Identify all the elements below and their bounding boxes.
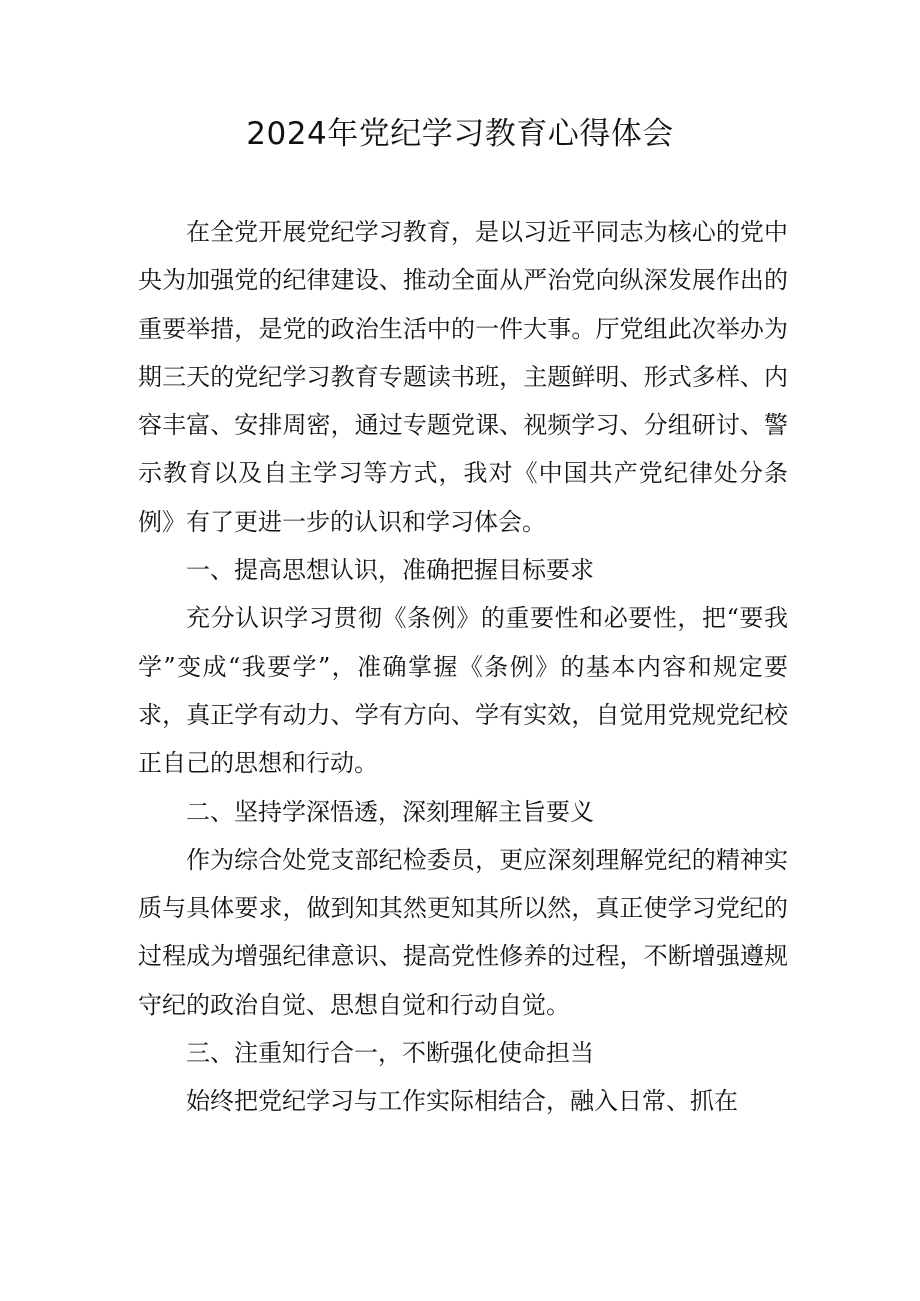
intro-paragraph: 在全党开展党纪学习教育，是以习近平同志为核心的党中央为加强党的纪律建设、推动全面从严治党向纵深发展作出的重要举措，是党的政治生活中的一件大事。厅党组此次举办为期三天的党纪学习教育专题读书班，主题鲜明、形式多样、内容丰富、安排周密，通过专题党课、视频学习、分组研讨、警示教育以及自主学习等方式，我对《中国共产党纪律处分条例》有了更进一步的认识和学习体会。 [138,218,788,536]
section-heading-2: 二、坚持学深悟透，深刻理解主旨要义 [186,797,594,826]
section-heading-3: 三、注重知行合一，不断强化使命担当 [186,1039,594,1068]
section-heading-1: 一、提高思想认识，准确把握目标要求 [186,556,594,585]
document-body [138,208,788,1126]
document-title: 2024年党纪学习教育心得体会 [246,116,674,152]
section-1-paragraph: 充分认识学习贯彻《条例》的重要性和必要性，把“要我学”变成“我要学”，准确掌握《条例》的基本内容和规定要求，真正学有动力、学有方向、学有实效，自觉用党规党纪校正自己的思想和行动。 [138,604,788,778]
section-2-paragraph: 作为综合处党支部纪检委员，更应深刻理解党纪的精神实质与具体要求，做到知其然更知其所以然，真正使学习党纪的过程成为增强纪律意识、提高党性修养的过程，不断增强遵规守纪的政治自觉、思想自觉和行动自觉。 [138,845,788,1019]
section-3-paragraph: 始终把党纪学习与工作实际相结合，融入日常、抓在 [186,1087,738,1116]
